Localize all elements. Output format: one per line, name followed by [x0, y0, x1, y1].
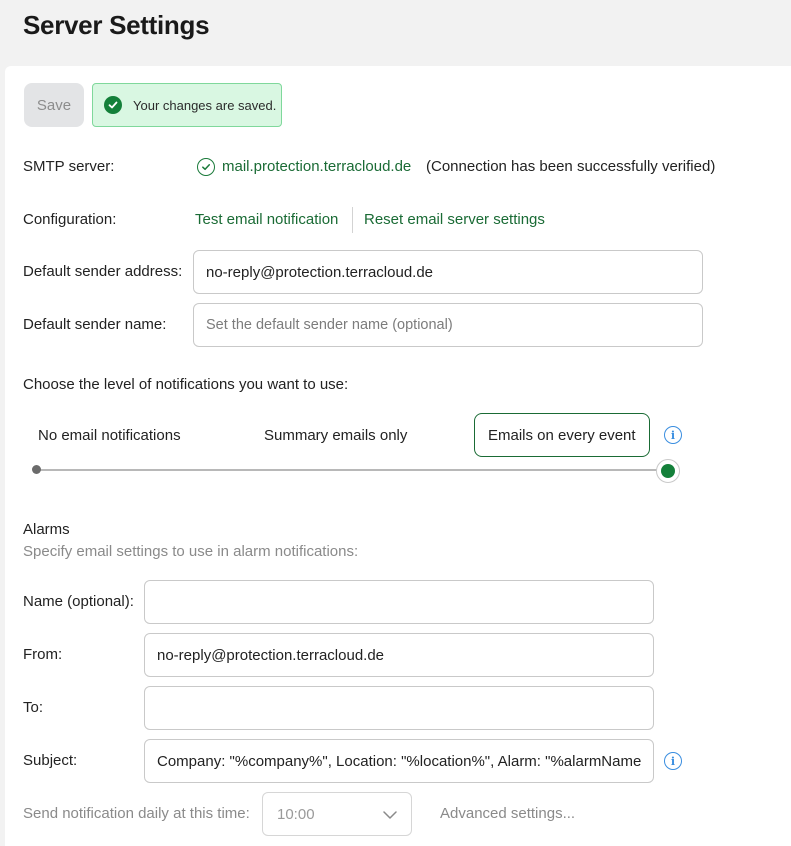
- alarm-to-input[interactable]: [144, 686, 654, 730]
- alarms-description: Specify email settings to use in alarm notifications:: [23, 543, 359, 560]
- success-toast: [92, 83, 282, 127]
- default-sender-address-input[interactable]: no-reply@protection.terracloud.de: [193, 250, 703, 294]
- smtp-server-link[interactable]: mail.protection.terracloud.de: [222, 158, 412, 175]
- link-divider: [352, 207, 353, 233]
- toast-message: Your changes are saved.: [133, 97, 277, 113]
- subject-info-icon[interactable]: i: [664, 752, 682, 770]
- default-sender-name-label: Default sender name:: [23, 316, 167, 333]
- alarm-subject-input[interactable]: Company: "%company%", Location: "%location%", Alarm: "%alarmName: [144, 739, 654, 783]
- save-button[interactable]: Save: [24, 83, 84, 127]
- notification-level-slider-handle[interactable]: [656, 459, 680, 483]
- default-sender-name-input[interactable]: Set the default sender name (optional): [193, 303, 703, 347]
- alarm-name-input[interactable]: [144, 580, 654, 624]
- alarm-name-label: Name (optional):: [23, 593, 134, 610]
- alarms-section-title: Alarms: [23, 521, 70, 538]
- alarm-from-label: From:: [23, 646, 63, 663]
- verified-check-icon: [197, 158, 215, 176]
- level-option-summary[interactable]: Summary emails only: [264, 426, 408, 444]
- notification-level-slider-track[interactable]: [37, 469, 669, 471]
- check-circle-icon: [104, 96, 122, 114]
- reset-email-server-settings-link[interactable]: Reset email server settings: [364, 211, 545, 228]
- info-icon[interactable]: i: [664, 426, 682, 444]
- configuration-label: Configuration:: [23, 211, 117, 228]
- schedule-time-select[interactable]: [262, 792, 412, 836]
- test-email-notification-link[interactable]: Test email notification: [195, 211, 339, 228]
- alarm-subject-label: Subject:: [23, 752, 78, 769]
- notification-level-prompt: Choose the level of notifications you want to use:: [23, 376, 349, 393]
- slider-handle-dot: [661, 464, 675, 478]
- schedule-label: Send notification daily at this time:: [23, 805, 250, 822]
- smtp-server-label: SMTP server:: [23, 158, 115, 175]
- alarm-from-input[interactable]: no-reply@protection.terracloud.de: [144, 633, 654, 677]
- level-option-every-event[interactable]: Emails on every event: [474, 413, 650, 457]
- smtp-status-text: (Connection has been successfully verified): [426, 158, 716, 175]
- page-title: Server Settings: [23, 10, 210, 40]
- schedule-time-value: 10:00: [277, 805, 315, 823]
- chevron-down-icon: [383, 806, 397, 823]
- default-sender-address-label: Default sender address:: [23, 263, 183, 280]
- advanced-settings-link[interactable]: Advanced settings...: [440, 805, 576, 822]
- slider-start-marker: [32, 465, 41, 474]
- level-option-none[interactable]: No email notifications: [38, 426, 181, 444]
- alarm-to-label: To:: [23, 699, 44, 716]
